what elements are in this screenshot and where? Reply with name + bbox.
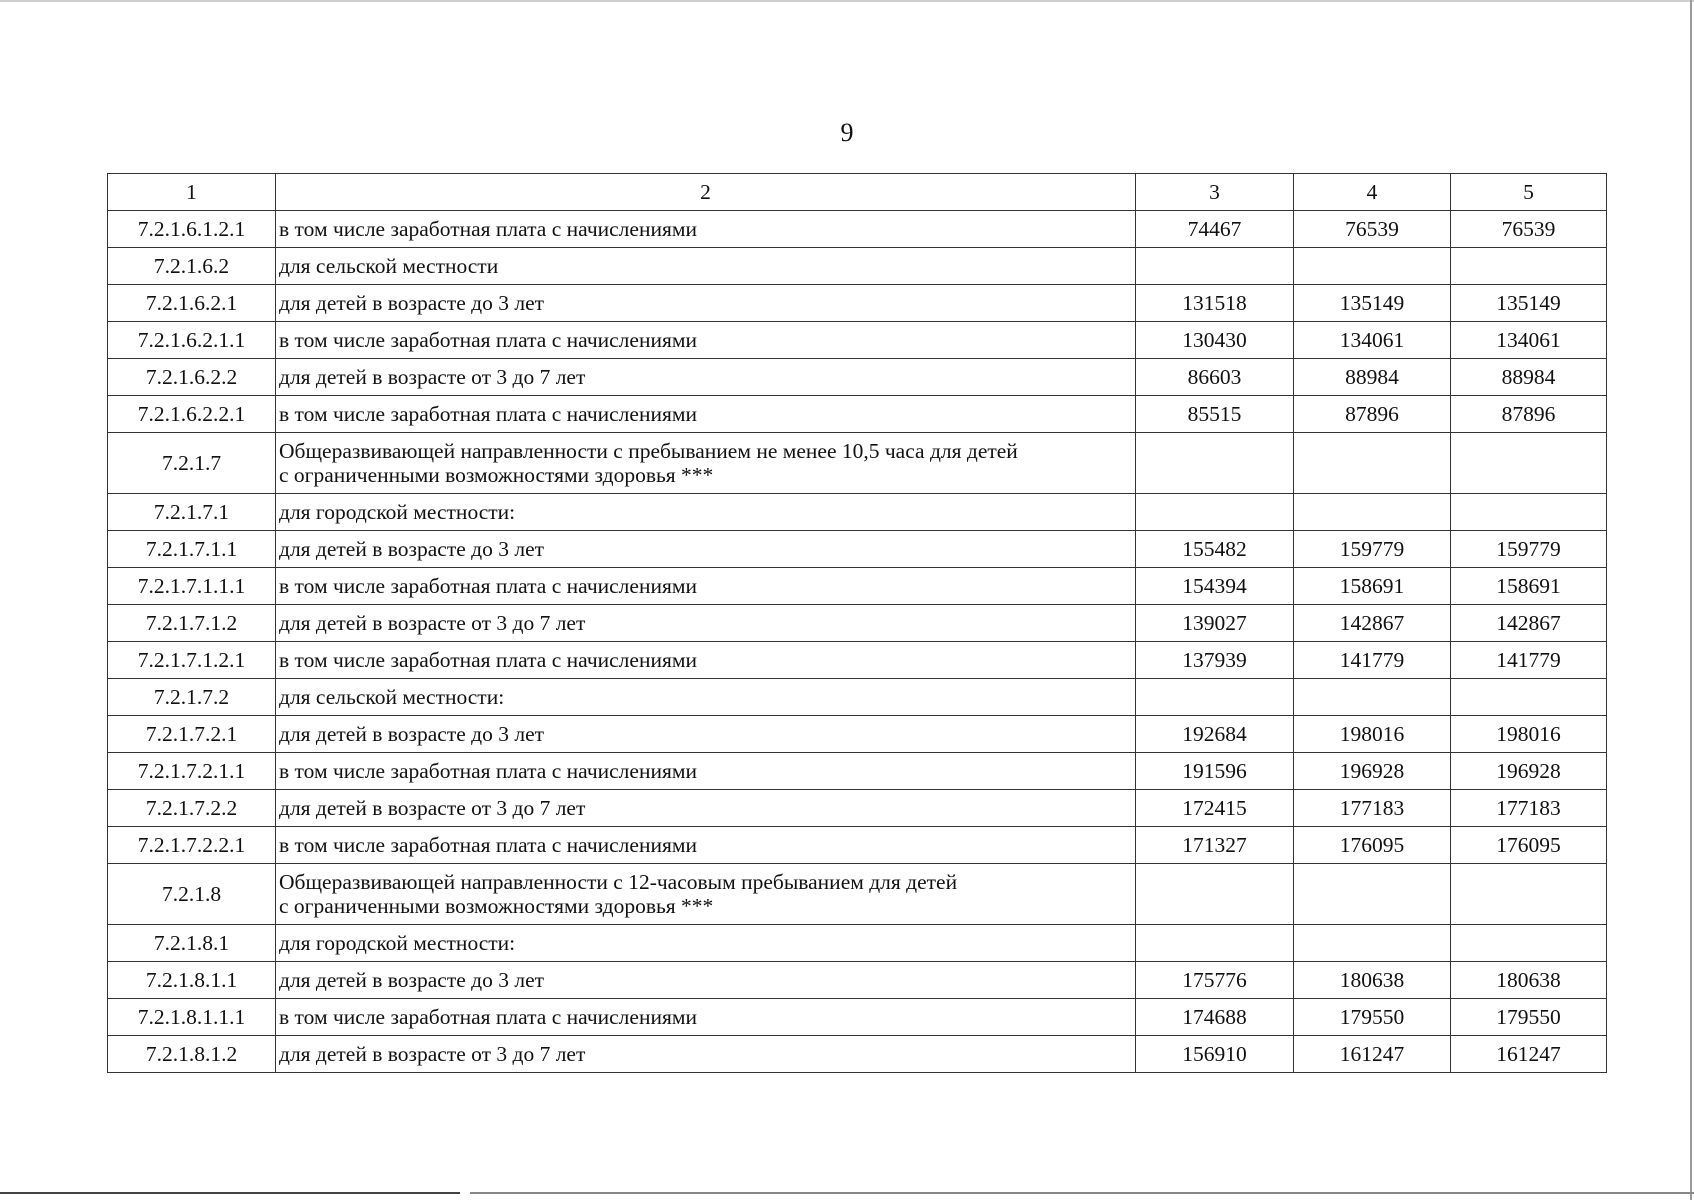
- table-row: [108, 494, 1607, 531]
- row-value-c4: 198016: [1294, 716, 1451, 753]
- row-value-c4: [1294, 925, 1451, 962]
- row-value-c5: 198016: [1451, 716, 1607, 753]
- row-code: 7.2.1.7: [108, 433, 276, 494]
- row-description-line: для детей в возрасте от 3 до 7 лет: [279, 611, 586, 635]
- table-row: [108, 396, 1607, 433]
- tariff-table: [107, 173, 1607, 1073]
- row-code: 7.2.1.7.1.1: [108, 531, 276, 568]
- row-description-line: в том числе заработная плата с начислениями: [279, 759, 697, 783]
- row-description: [276, 962, 1136, 999]
- row-description: [276, 790, 1136, 827]
- row-value-c3: 156910: [1136, 1036, 1294, 1073]
- row-description: [276, 433, 1136, 494]
- row-value-c4: 176095: [1294, 827, 1451, 864]
- row-description: [276, 285, 1136, 322]
- row-value-c5: [1451, 248, 1607, 285]
- scan-edge-right: [1690, 0, 1692, 1200]
- row-description-line: в том числе заработная плата с начислениями: [279, 574, 697, 598]
- scan-edge-bottom-left: [0, 1192, 460, 1194]
- row-description-line: для детей в возрасте до 3 лет: [279, 291, 545, 315]
- row-value-c5: 180638: [1451, 962, 1607, 999]
- table-row: [108, 753, 1607, 790]
- row-value-c5: 135149: [1451, 285, 1607, 322]
- row-description-line: в том числе заработная плата с начислениями: [279, 648, 697, 672]
- row-description: [276, 531, 1136, 568]
- row-code: 7.2.1.7.1.2.1: [108, 642, 276, 679]
- table-row: [108, 359, 1607, 396]
- row-value-c5: 76539: [1451, 211, 1607, 248]
- row-value-c3: 139027: [1136, 605, 1294, 642]
- row-code: 7.2.1.8.1.1: [108, 962, 276, 999]
- row-description-line: Общеразвивающей направленности с 12-часовым пребыванием для детей: [279, 870, 958, 894]
- row-code: 7.2.1.7.2: [108, 679, 276, 716]
- header-cell-2: 2: [276, 174, 1136, 211]
- table-row: [108, 211, 1607, 248]
- table-row: [108, 605, 1607, 642]
- table-row: [108, 1036, 1607, 1073]
- row-value-c5: 141779: [1451, 642, 1607, 679]
- row-description-line: для сельской местности:: [279, 685, 505, 709]
- row-description-line: Общеразвивающей направленности с пребыванием не менее 10,5 часа для детей: [279, 439, 1018, 463]
- row-value-c4: [1294, 433, 1451, 494]
- table-row: [108, 433, 1607, 494]
- row-value-c4: 180638: [1294, 962, 1451, 999]
- table-row: [108, 642, 1607, 679]
- row-code: 7.2.1.8.1.1.1: [108, 999, 276, 1036]
- row-code: 7.2.1.7.2.1.1: [108, 753, 276, 790]
- row-value-c5: 196928: [1451, 753, 1607, 790]
- table-row: [108, 285, 1607, 322]
- row-value-c4: 158691: [1294, 568, 1451, 605]
- row-value-c3: [1136, 864, 1294, 925]
- row-description: [276, 827, 1136, 864]
- row-description-line: в том числе заработная плата с начислениями: [279, 402, 697, 426]
- row-value-c3: [1136, 248, 1294, 285]
- row-code: 7.2.1.7.2.2.1: [108, 827, 276, 864]
- row-value-c4: 179550: [1294, 999, 1451, 1036]
- row-value-c4: 161247: [1294, 1036, 1451, 1073]
- table-row: [108, 322, 1607, 359]
- row-value-c3: 192684: [1136, 716, 1294, 753]
- row-description-line: для детей в возрасте от 3 до 7 лет: [279, 796, 586, 820]
- row-value-c5: 176095: [1451, 827, 1607, 864]
- row-description: [276, 1036, 1136, 1073]
- row-value-c5: 134061: [1451, 322, 1607, 359]
- row-value-c4: 141779: [1294, 642, 1451, 679]
- row-value-c4: 159779: [1294, 531, 1451, 568]
- row-value-c3: [1136, 925, 1294, 962]
- row-code: 7.2.1.7.1.1.1: [108, 568, 276, 605]
- row-description: [276, 716, 1136, 753]
- row-value-c4: 135149: [1294, 285, 1451, 322]
- table-row: [108, 864, 1607, 925]
- row-value-c5: [1451, 864, 1607, 925]
- row-value-c5: 88984: [1451, 359, 1607, 396]
- row-description-line: для городской местности:: [279, 931, 516, 955]
- row-code: 7.2.1.8.1.2: [108, 1036, 276, 1073]
- row-description-line: в том числе заработная плата с начислениями: [279, 1005, 697, 1029]
- header-cell-4: 4: [1294, 174, 1451, 211]
- row-value-c5: [1451, 433, 1607, 494]
- row-value-c5: 161247: [1451, 1036, 1607, 1073]
- row-description-line: в том числе заработная плата с начислениями: [279, 217, 697, 241]
- row-value-c3: 130430: [1136, 322, 1294, 359]
- table-row: [108, 568, 1607, 605]
- row-value-c4: 134061: [1294, 322, 1451, 359]
- row-value-c5: 159779: [1451, 531, 1607, 568]
- row-value-c4: 76539: [1294, 211, 1451, 248]
- row-description-line: в том числе заработная плата с начислениями: [279, 328, 697, 352]
- row-value-c3: 171327: [1136, 827, 1294, 864]
- row-value-c3: 131518: [1136, 285, 1294, 322]
- row-value-c3: 175776: [1136, 962, 1294, 999]
- row-value-c4: [1294, 679, 1451, 716]
- scan-edge-top: [0, 0, 1694, 2]
- header-cell-3: 3: [1136, 174, 1294, 211]
- row-value-c4: [1294, 864, 1451, 925]
- row-value-c5: [1451, 679, 1607, 716]
- header-cell-5: 5: [1451, 174, 1607, 211]
- row-description-line: с ограниченными возможностями здоровья ***: [279, 463, 714, 487]
- row-value-c4: 177183: [1294, 790, 1451, 827]
- row-value-c4: 196928: [1294, 753, 1451, 790]
- row-code: 7.2.1.7.2.2: [108, 790, 276, 827]
- row-description-line: для детей в возрасте от 3 до 7 лет: [279, 1042, 586, 1066]
- row-description: [276, 679, 1136, 716]
- row-value-c3: [1136, 679, 1294, 716]
- row-description-line: для детей в возрасте до 3 лет: [279, 722, 545, 746]
- row-description: [276, 605, 1136, 642]
- page-number: 9: [840, 118, 854, 147]
- row-code: 7.2.1.6.2.2: [108, 359, 276, 396]
- row-value-c3: 172415: [1136, 790, 1294, 827]
- row-code: 7.2.1.6.2.1.1: [108, 322, 276, 359]
- row-code: 7.2.1.6.1.2.1: [108, 211, 276, 248]
- row-description: [276, 322, 1136, 359]
- row-value-c3: [1136, 433, 1294, 494]
- row-description: [276, 211, 1136, 248]
- row-description: [276, 248, 1136, 285]
- row-code: 7.2.1.8: [108, 864, 276, 925]
- row-value-c5: [1451, 494, 1607, 531]
- row-value-c4: 87896: [1294, 396, 1451, 433]
- row-value-c5: 179550: [1451, 999, 1607, 1036]
- row-description: [276, 494, 1136, 531]
- table-row: [108, 999, 1607, 1036]
- row-value-c3: 154394: [1136, 568, 1294, 605]
- row-code: 7.2.1.7.2.1: [108, 716, 276, 753]
- row-code: 7.2.1.8.1: [108, 925, 276, 962]
- table-row: [108, 248, 1607, 285]
- row-description-line: для детей в возрасте от 3 до 7 лет: [279, 365, 586, 389]
- table-row: [108, 679, 1607, 716]
- table-row: [108, 827, 1607, 864]
- row-code: 7.2.1.7.1.2: [108, 605, 276, 642]
- table-row: [108, 925, 1607, 962]
- row-description-line: для детей в возрасте до 3 лет: [279, 537, 545, 561]
- row-value-c5: 177183: [1451, 790, 1607, 827]
- row-value-c5: 87896: [1451, 396, 1607, 433]
- row-value-c4: 142867: [1294, 605, 1451, 642]
- row-value-c4: 88984: [1294, 359, 1451, 396]
- header-cell-1: 1: [108, 174, 276, 211]
- row-description: [276, 999, 1136, 1036]
- row-code: 7.2.1.6.2.1: [108, 285, 276, 322]
- row-code: 7.2.1.6.2: [108, 248, 276, 285]
- row-description: [276, 642, 1136, 679]
- row-description-line: с ограниченными возможностями здоровья ***: [279, 894, 714, 918]
- table-row: [108, 790, 1607, 827]
- table-row: [108, 962, 1607, 999]
- row-value-c3: 74467: [1136, 211, 1294, 248]
- row-description-line: для городской местности:: [279, 500, 516, 524]
- row-description-line: в том числе заработная плата с начислениями: [279, 833, 697, 857]
- row-value-c5: 142867: [1451, 605, 1607, 642]
- row-value-c5: [1451, 925, 1607, 962]
- table-row: [108, 716, 1607, 753]
- row-description-line: для детей в возрасте до 3 лет: [279, 968, 545, 992]
- scan-edge-bottom-right: [470, 1192, 1694, 1194]
- table-header-row: [108, 174, 1607, 211]
- row-description: [276, 864, 1136, 925]
- row-description: [276, 396, 1136, 433]
- row-description: [276, 753, 1136, 790]
- row-code: 7.2.1.6.2.2.1: [108, 396, 276, 433]
- row-description: [276, 568, 1136, 605]
- row-value-c3: 155482: [1136, 531, 1294, 568]
- row-value-c3: [1136, 494, 1294, 531]
- row-description: [276, 925, 1136, 962]
- row-description-line: для сельской местности: [279, 254, 499, 278]
- row-value-c3: 191596: [1136, 753, 1294, 790]
- row-value-c5: 158691: [1451, 568, 1607, 605]
- row-value-c3: 174688: [1136, 999, 1294, 1036]
- row-value-c3: 137939: [1136, 642, 1294, 679]
- row-value-c4: [1294, 494, 1451, 531]
- row-value-c3: 86603: [1136, 359, 1294, 396]
- row-code: 7.2.1.7.1: [108, 494, 276, 531]
- row-description: [276, 359, 1136, 396]
- row-value-c4: [1294, 248, 1451, 285]
- row-value-c3: 85515: [1136, 396, 1294, 433]
- table-row: [108, 531, 1607, 568]
